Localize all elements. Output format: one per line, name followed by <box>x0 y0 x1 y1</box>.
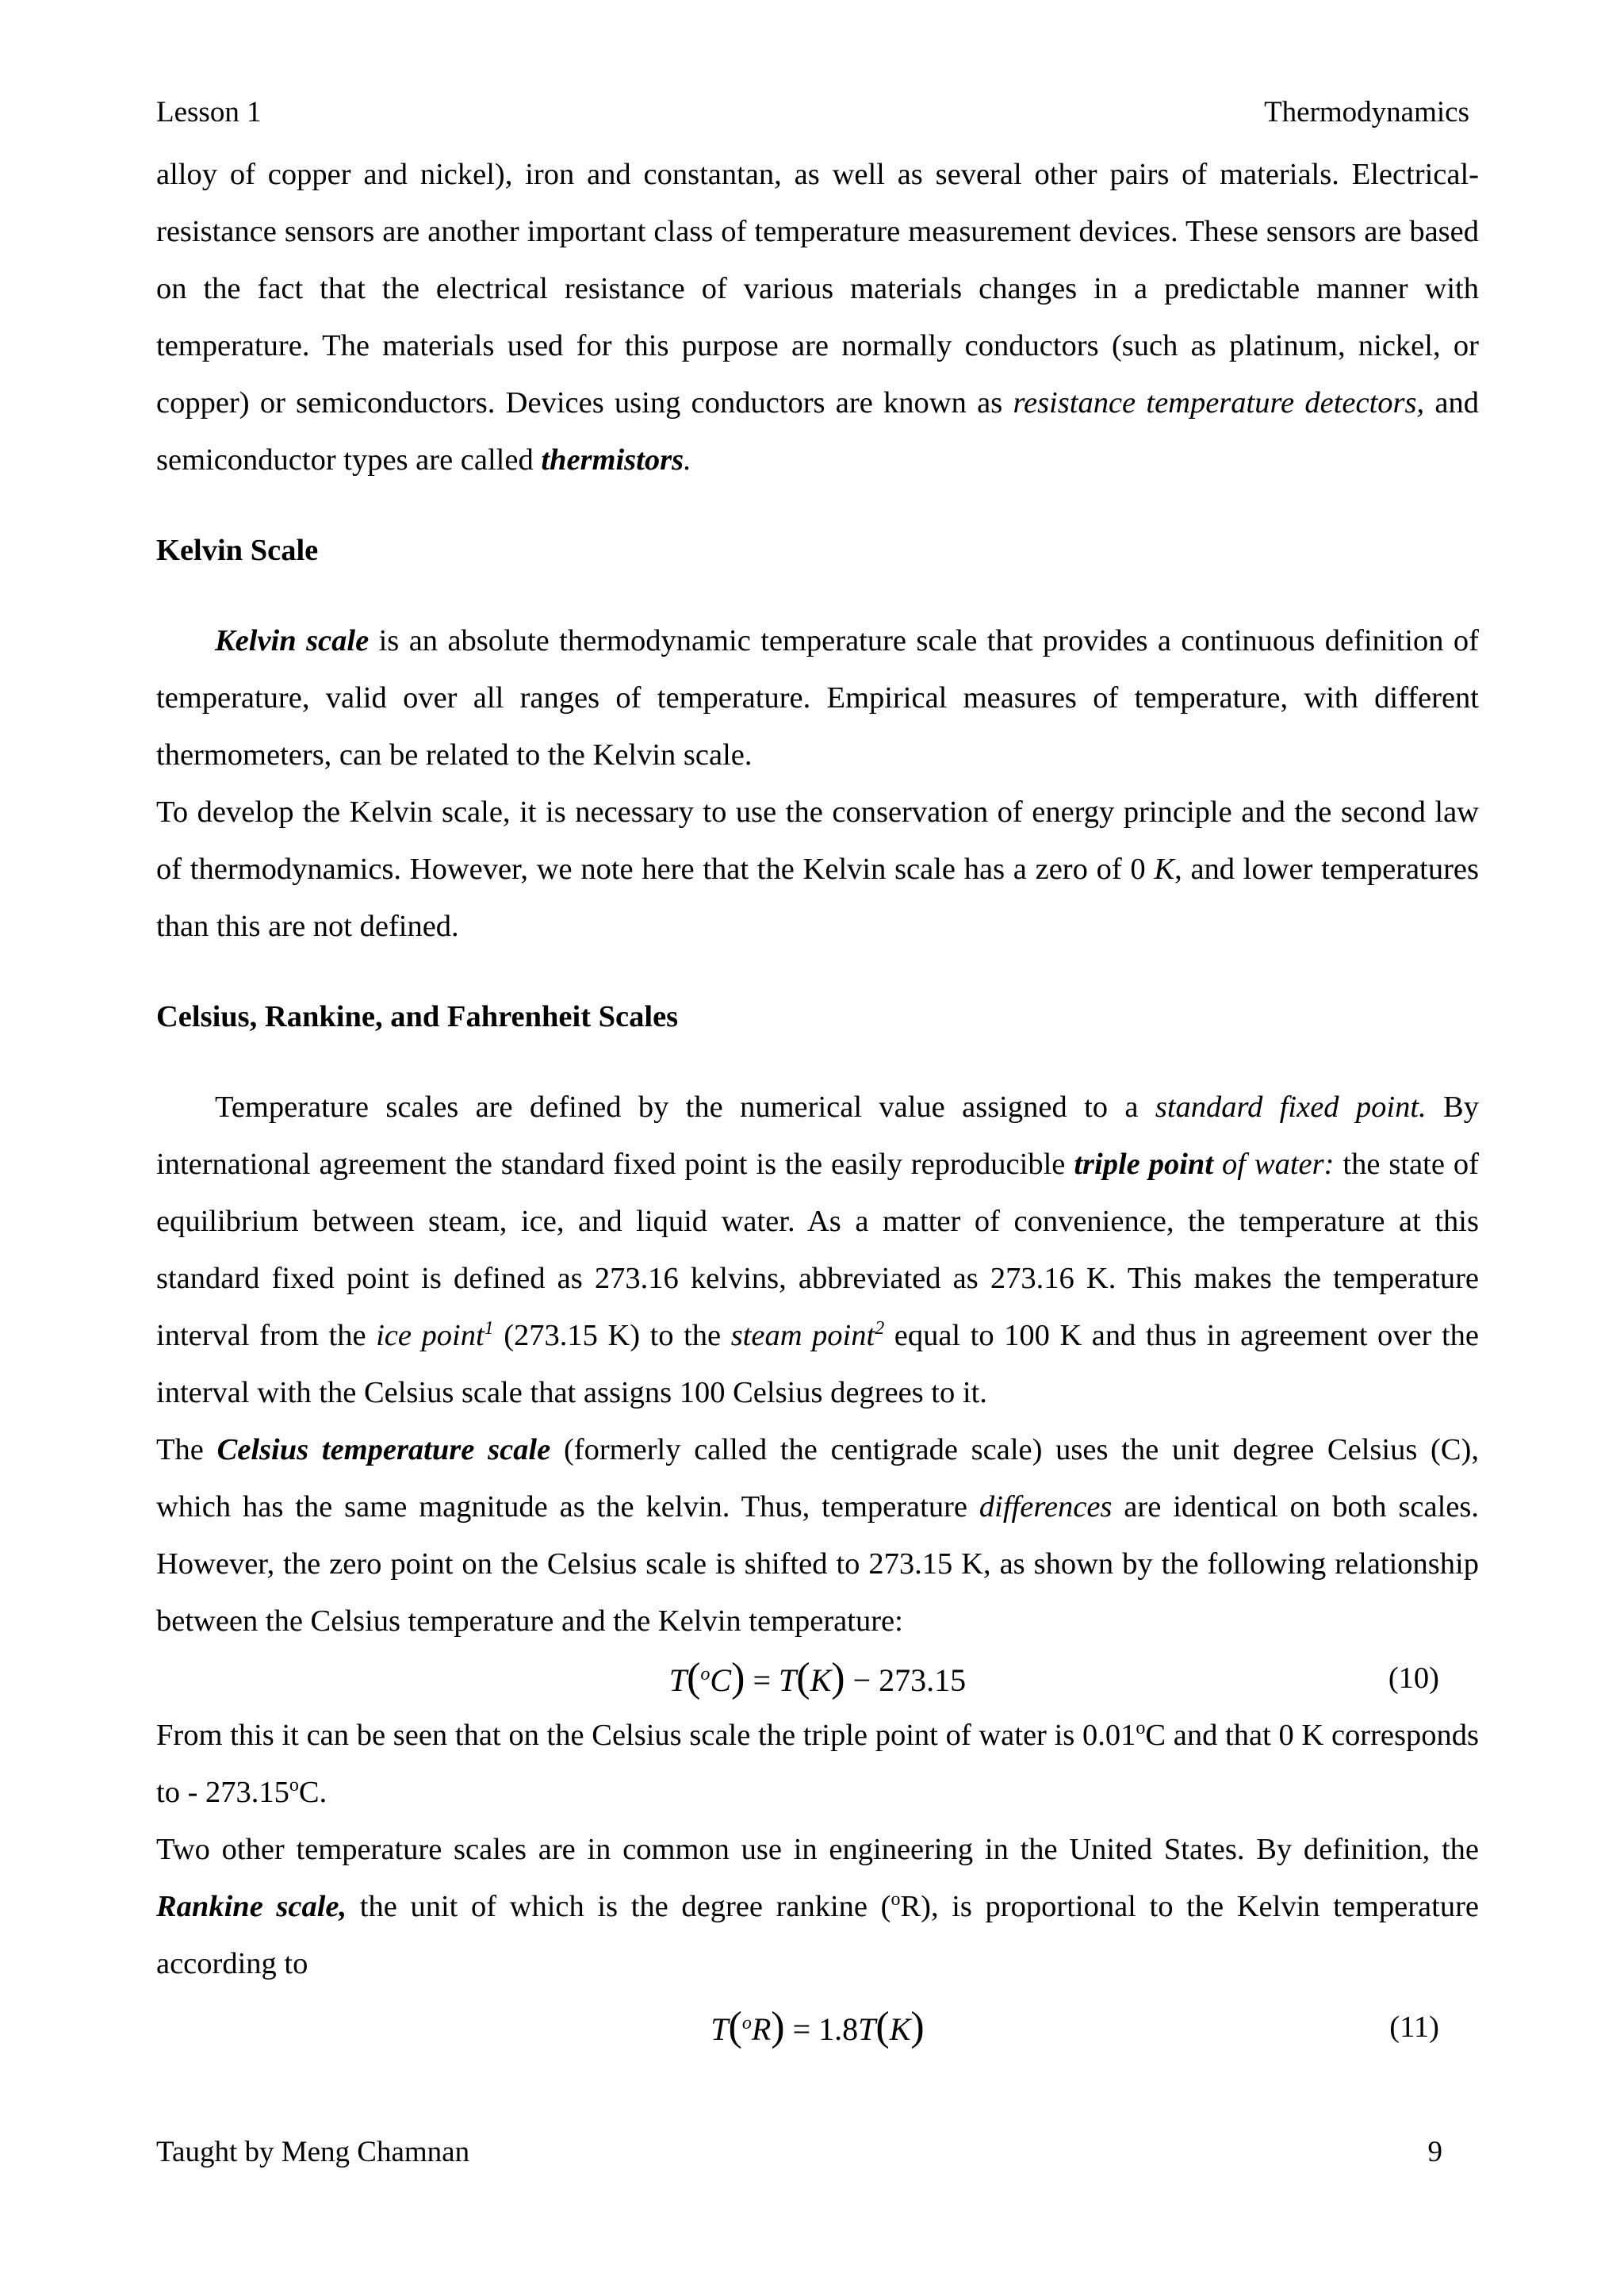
equation-10 <box>156 1650 1479 1707</box>
term-steam-point: steam point <box>730 1319 875 1352</box>
footnote-ref-1: 1 <box>484 1318 494 1339</box>
paragraph-kelvin-zero: To develop the Kelvin scale, it is necessary to use the conservation of energy principle and the second law of thermodynamics. However, we note here that the Kelvin scale has a zero of 0 K, and lower temperatures than this are not defined. <box>156 795 1479 943</box>
paragraph-sensors: alloy of copper and nickel), iron and constantan, as well as several other pairs of materials. Electrical-resistance sensors are another important class of temperature measurement devices. These sensors are based on the fact that the electrical resistance of various materials changes in a predictable manner with temperature. The materials used for this purpose are normally conductors (such as platinum, nickel, or copper) or semiconductors. Devices using conductors are known as resistance temperature detectors, and semiconductor types are called thermistors. <box>156 158 1479 477</box>
term-ice-point: ice point <box>376 1319 485 1352</box>
equation-11-number: (11) <box>1389 2010 1439 2044</box>
equation-11-formula: T($^o$R) = 1.8T(K) <box>710 2004 925 2049</box>
paragraph-fixed-point: Temperature scales are defined by the numerical value assigned to a standard fixed point. By international agreement the standard fixed point is the easily reproducible triple point of water: the state of equilibrium between steam, ice, and liquid water. As a matter of convenience, the temperature at this standard fixed point is defined as 273.16 kelvins, abbreviated as 273.16 K. This makes the temperature interval from the ice point$^1$ (273.15 K) to the steam point$^2$ equal to 100 K and thus in agreement over the interval with the Celsius scale that assigns 100 Celsius degrees to it. <box>156 1091 1479 1409</box>
page-number: 9 <box>1427 2136 1442 2168</box>
paragraph-kelvin-definition: Kelvin scale is an absolute thermodynamic temperature scale that provides a continuous definition of temperature, valid over all ranges of temperature. Empirical measures of temperature, with different thermometers, can be related to the Kelvin scale. <box>156 624 1479 772</box>
header-subject: Thermodynamics <box>1264 96 1469 128</box>
term-rtd: resistance temperature detectors, <box>1013 386 1425 420</box>
term-triple-point: triple point <box>1074 1148 1214 1181</box>
term-thermistors: thermistors <box>541 443 684 477</box>
equation-10-number: (10) <box>1388 1662 1439 1695</box>
paragraph-rankine-scale: Two other temperature scales are in common use in engineering in the United States. By definition, the Rankine scale, the unit of which is the degree rankine ($^o$R), is proportional to the Kelvin temperature according to <box>156 1833 1479 1980</box>
term-celsius-temperature-scale: Celsius temperature scale <box>216 1433 551 1466</box>
term-kelvin-scale: Kelvin scale <box>215 624 370 657</box>
heading-kelvin-scale: Kelvin Scale <box>156 534 319 567</box>
equation-11 <box>156 1999 1479 2056</box>
footnote-ref-2: 2 <box>875 1318 885 1339</box>
paragraph-triple-point-celsius: From this it can be seen that on the Celsius scale the triple point of water is 0.01$^o$C and that 0 K corresponds to - 273.15$^o$C. <box>156 1718 1479 1809</box>
equation-10-formula: T($^o$C) = T(K) − 273.15 <box>668 1655 967 1700</box>
term-rankine-scale: Rankine scale, <box>156 1890 347 1923</box>
footer-author: Taught by Meng Chamnan <box>156 2136 470 2168</box>
header-lesson: Lesson 1 <box>156 96 262 128</box>
page-body <box>156 146 1479 2056</box>
heading-celsius-rankine-fahrenheit: Celsius, Rankine, and Fahrenheit Scales <box>156 1000 679 1033</box>
term-standard-fixed-point: standard fixed point. <box>1155 1091 1427 1124</box>
paragraph-celsius-scale: The Celsius temperature scale (formerly called the centigrade scale) uses the unit degree Celsius (C), which has the same magnitude as the kelvin. Thus, temperature differences are identical on both scales. However, the zero point on the Celsius scale is shifted to 273.15 K, as shown by the following relationship between the Celsius temperature and the Kelvin temperature: <box>156 1433 1479 1638</box>
